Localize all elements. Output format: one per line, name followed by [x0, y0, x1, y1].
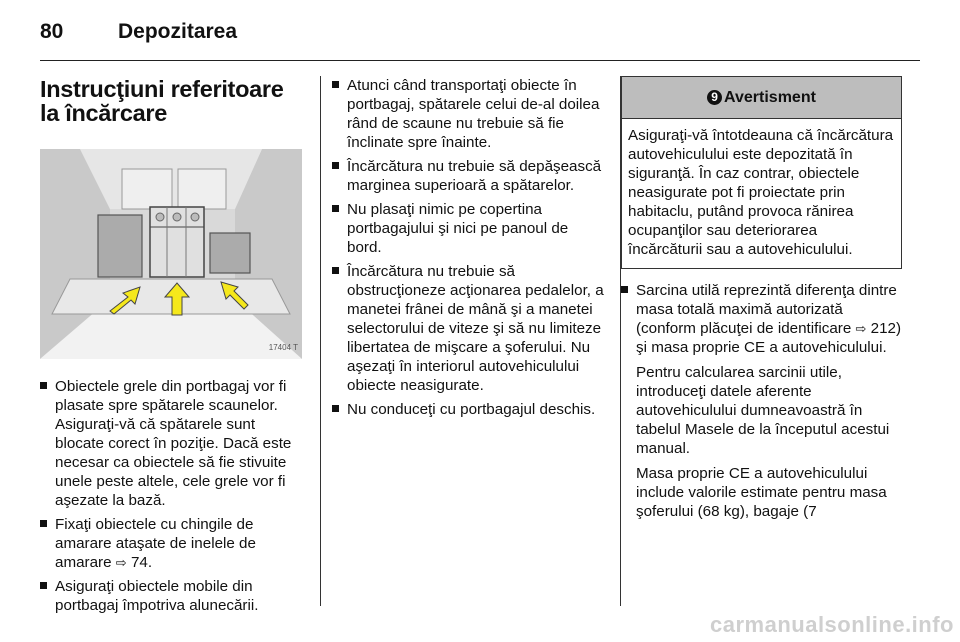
- chapter-title: Depozitarea: [118, 20, 238, 43]
- list-item: Nu conduceţi cu portbagajul deschis.: [332, 400, 604, 419]
- page-header: [40, 18, 237, 46]
- payload-list: [621, 281, 902, 521]
- loading-list-middle: [332, 76, 604, 419]
- column-divider-left: [320, 76, 321, 606]
- bullet-square-icon: [40, 520, 47, 527]
- section-title: Instrucţiuni referitoare la încărcare: [40, 76, 284, 126]
- page-reference[interactable]: 74.: [130, 554, 153, 571]
- cargo-box-right: [210, 233, 250, 273]
- bullet-square-icon: [332, 162, 339, 169]
- list-item: Încărcătura nu trebuie să depăşească marginea superioară a spătarelor.: [332, 157, 604, 195]
- warning-title: Avertisment: [724, 89, 816, 106]
- page-reference[interactable]: 212: [870, 320, 896, 337]
- list-item: Obiectele grele din portbagaj vor fi plasate spre spătarele scaunelor. Asiguraţi-vă că spătarele sunt blocate corect în poziţie. Dacă este necesar ca obiectele să fie stivuite unele peste altele, cele grele vor fi aşezate la bază.: [40, 377, 302, 510]
- curb-weight-paragraph: Masa proprie CE a autovehiculului include valorile estimate pentru masa şoferului (68 kg), bagaje (7: [636, 465, 887, 520]
- bullet-square-icon: [332, 405, 339, 412]
- warning-box: [621, 76, 902, 269]
- list-item: Încărcătura nu trebuie să obstrucţioneze acţionarea pedalelor, a manetei frânei de mână şi a manetei selectorului de viteze şi să nu limiteze libertatea de mişcare a şoferului. Nu aşezaţi în interiorul autovehiculului obiecte neasigurate.: [332, 262, 604, 395]
- trunk-loading-illustration: [40, 149, 302, 359]
- list-item: Fixaţi obiectele cu chingile de amarare ataşate de inelele de amarare ⇨ 74.: [40, 515, 302, 572]
- page-number: 80: [40, 20, 64, 43]
- column-middle: [332, 76, 604, 424]
- column-right: [621, 76, 902, 526]
- cargo-box-left: [98, 215, 142, 277]
- page-reference-arrow-icon: ⇨: [855, 321, 867, 336]
- list-item: Nu plasaţi nimic pe copertina portbagajului şi nici pe panoul de bord.: [332, 200, 604, 257]
- list-item: Sarcina utilă reprezintă diferenţa dintre masa totală maximă autorizată (conform plăcuţei de identificare ⇨ 212) şi masa proprie CE a autovehiculului. Pentru calcularea sarcinii utile, introduceţi datele aferente autovehiculului dumneavoastră în tabelul Masele de la începutul acestui manual. Masa proprie CE a autovehiculului include valorile estimate pentru masa şoferului (68 kg), bagaje (7: [621, 281, 902, 521]
- watermark: carmanualsonline.info: [710, 612, 954, 637]
- warning-text: Asiguraţi-vă întotdeauna că încărcătura autovehiculului este depozitată în siguranţă. În caz contrar, obiectele neasigurate pot fi proiectate prin habitaclu, putând provoca rănirea ocupanţilor sau deteriorarea încărcăturii sau a autovehiculului.: [628, 127, 894, 258]
- page-reference-arrow-icon: ⇨: [115, 555, 127, 570]
- bullet-square-icon: [40, 582, 47, 589]
- loading-list-left: [40, 377, 302, 615]
- trunk-drawing: [40, 149, 302, 359]
- warning-icon: 9: [707, 90, 722, 105]
- bullet-square-icon: [332, 205, 339, 212]
- bullet-square-icon: [621, 286, 628, 293]
- header-rule: [40, 60, 920, 61]
- payload-paragraph: Pentru calcularea sarcinii utile, introduceţi datele aferente autovehiculului dumneavoastră în tabelul Masele de la începutul acestui manual.: [636, 364, 890, 457]
- figure-code: 17404 T: [268, 343, 298, 352]
- bullet-square-icon: [332, 81, 339, 88]
- list-item: Asiguraţi obiectele mobile din portbagaj împotriva alunecării.: [40, 577, 302, 615]
- column-left: [40, 76, 302, 620]
- warning-header: [622, 77, 901, 119]
- list-item: Atunci când transportaţi obiecte în portbagaj, spătarele celui de-al doilea rând de scaune nu trebuie să fie înclinate spre înainte.: [332, 76, 604, 152]
- bullet-square-icon: [40, 382, 47, 389]
- bullet-square-icon: [332, 267, 339, 274]
